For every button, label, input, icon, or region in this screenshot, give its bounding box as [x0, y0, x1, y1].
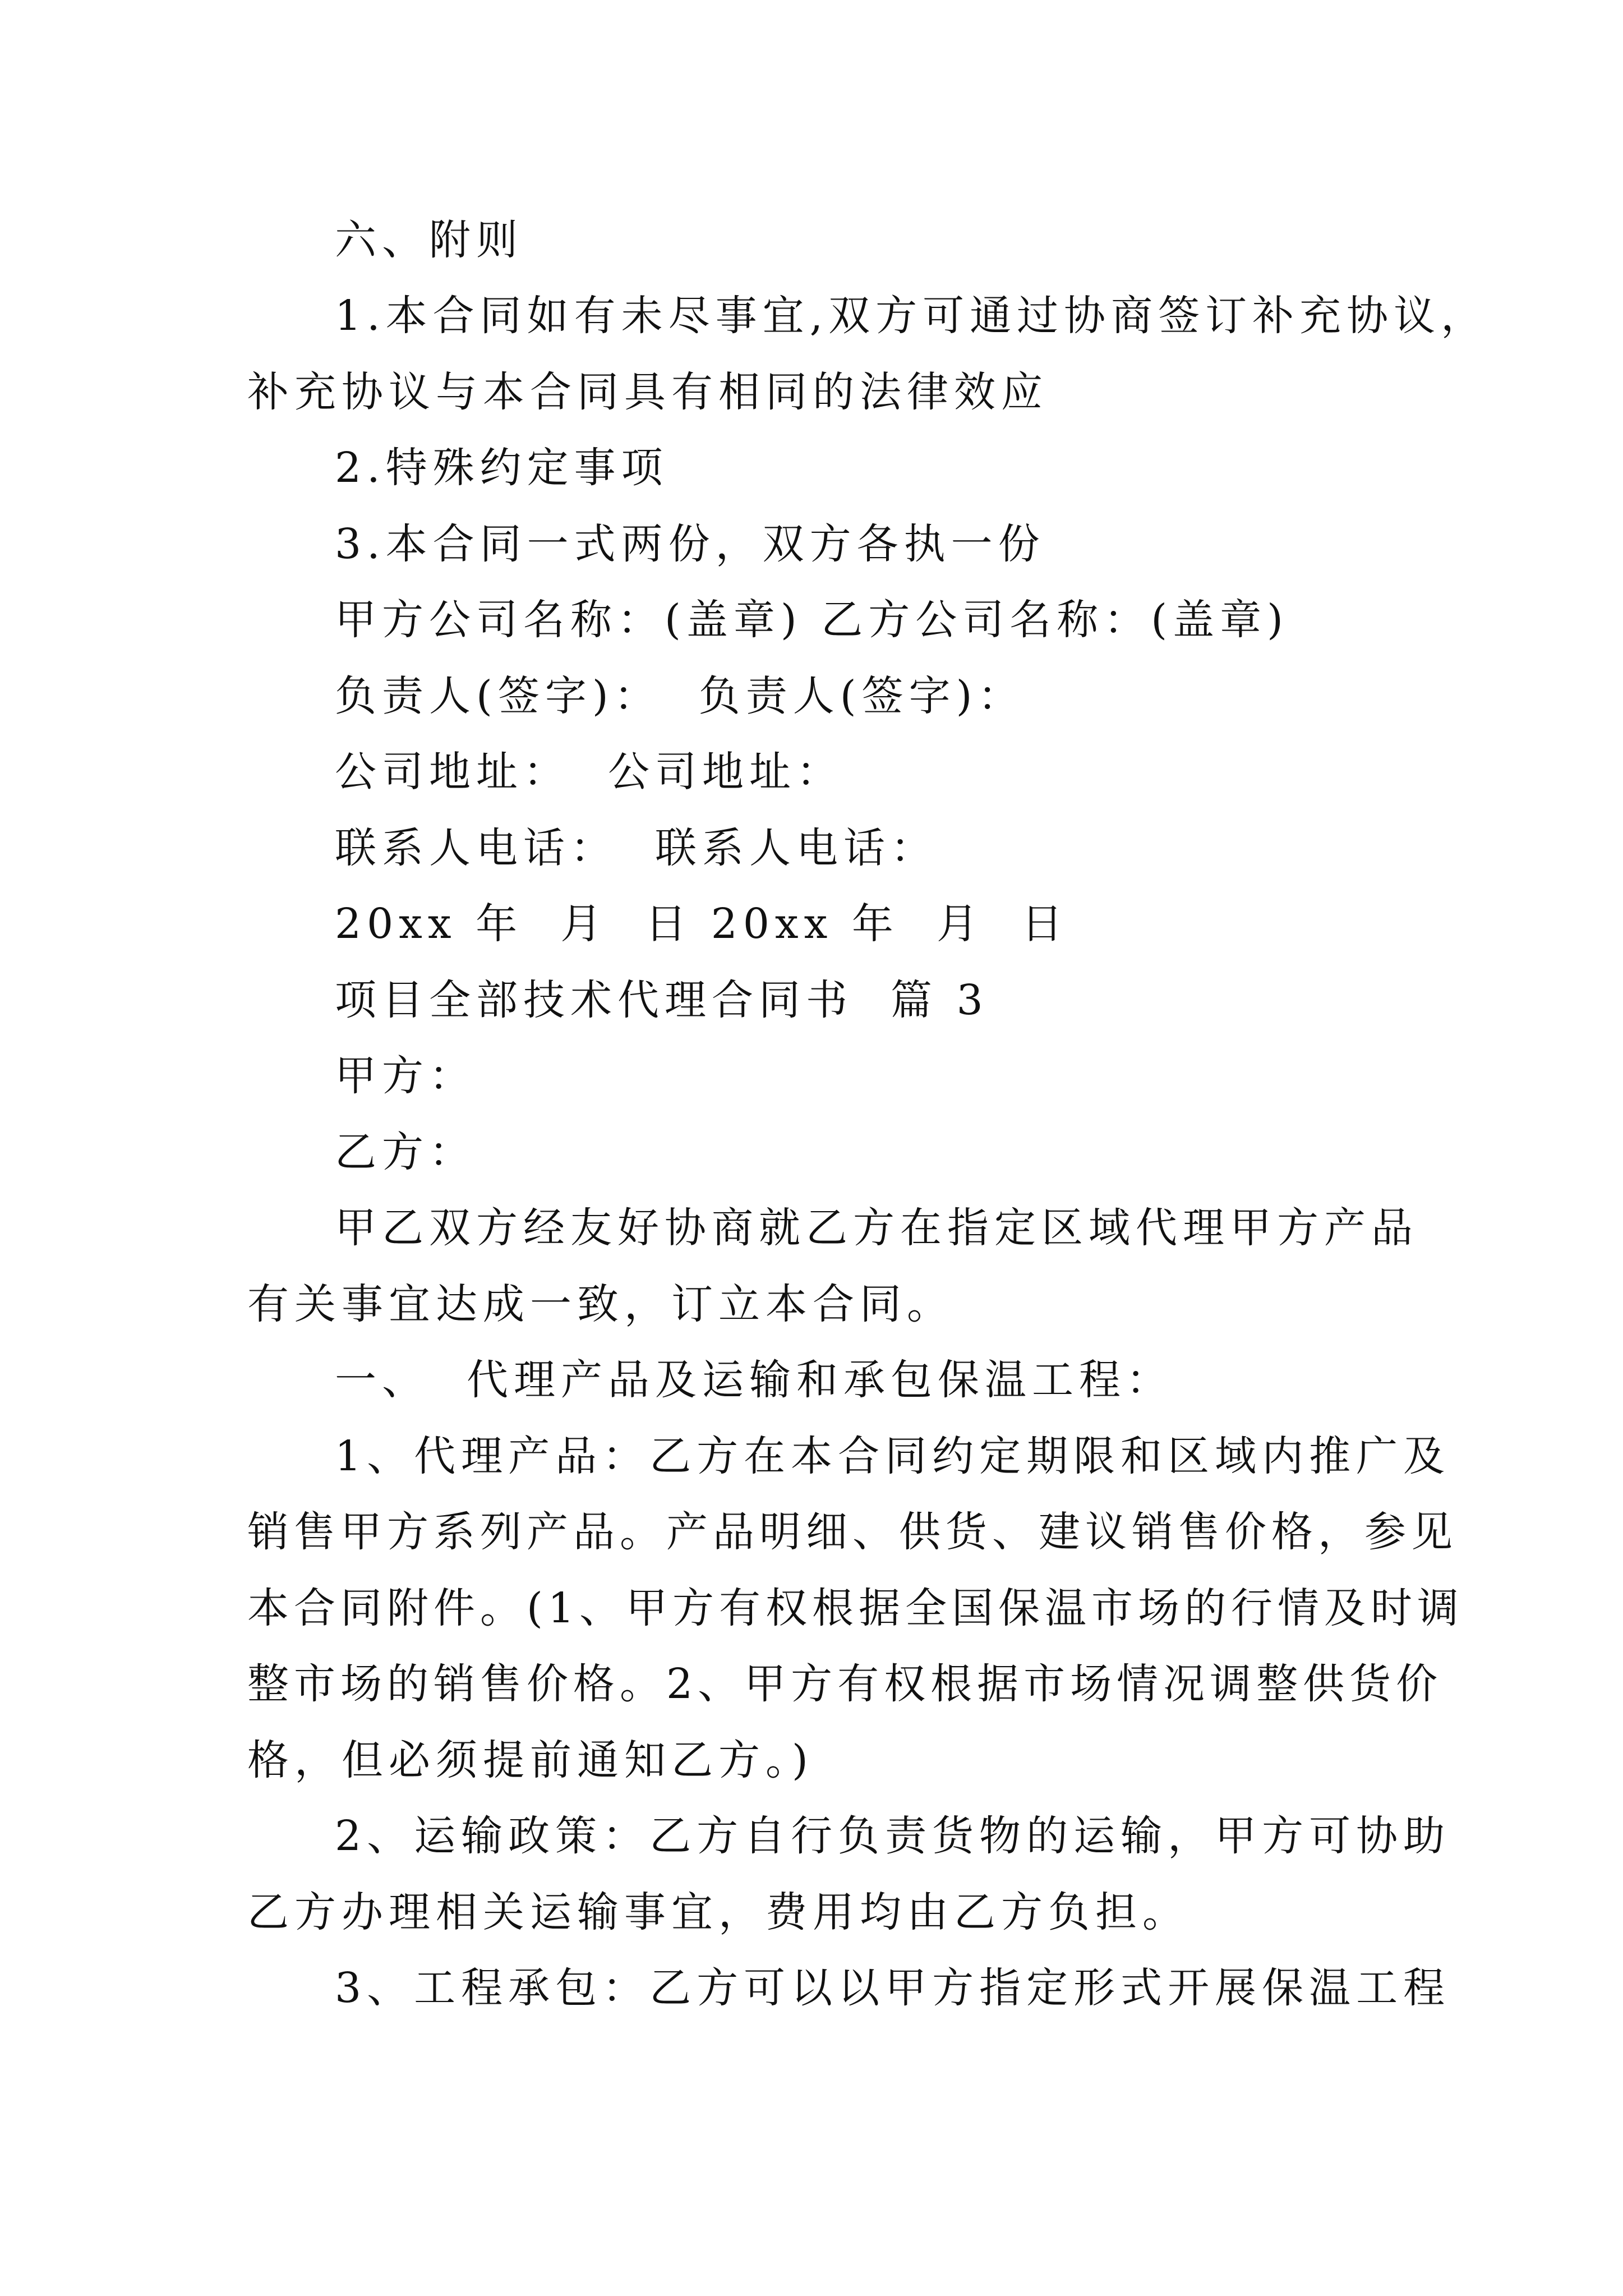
item-1-line-3: 本合同附件。(1、甲方有权根据全国保温市场的行情及时调 [247, 1584, 1464, 1632]
signature-address: 公司地址： 公司地址： [335, 748, 844, 796]
clause-2: 2.特殊约定事项 [335, 444, 668, 492]
item-1-line-5: 格，但必须提前通知乙方。) [247, 1736, 814, 1784]
item-2-line-1: 2、运输政策：乙方自行负责货物的运输，甲方可协助 [335, 1812, 1451, 1860]
signature-date: 20xx 年 月 日 20xx 年 月 日 [335, 900, 1069, 948]
item-2-line-2: 乙方办理相关运输事宜，费用均由乙方负担。 [247, 1888, 1189, 1936]
signature-phone: 联系人电话： 联系人电话： [335, 824, 938, 872]
party-b: 乙方： [335, 1128, 476, 1176]
clause-1-line-1: 1.本合同如有未尽事宜,双方可通过协商签订补充协议， [335, 292, 1488, 340]
section-heading-1: 一、 代理产品及运输和承包保温工程： [335, 1356, 1174, 1404]
item-1-line-4: 整市场的销售价格。2、甲方有权根据市场情况调整供货价 [247, 1660, 1443, 1708]
item-1-line-2: 销售甲方系列产品。产品明细、供货、建议销售价格，参见 [247, 1508, 1458, 1556]
party-a: 甲方： [335, 1052, 476, 1100]
clause-3: 3.本合同一式两份，双方各执一份 [335, 520, 1045, 568]
signature-responsible: 负责人(签字)： 负责人(签字)： [335, 672, 1025, 720]
item-1-line-1: 1、代理产品：乙方在本合同约定期限和区域内推广及 [335, 1432, 1451, 1480]
contract-3-title: 项目全部技术代理合同书 篇 3 [335, 976, 989, 1024]
signature-company-names: 甲方公司名称：(盖章) 乙方公司名称：(盖章) [335, 596, 1289, 644]
section-heading-appendix: 六、附则 [335, 216, 523, 264]
preamble-line-1: 甲乙双方经友好协商就乙方在指定区域代理甲方产品 [335, 1204, 1418, 1252]
preamble-line-2: 有关事宜达成一致，订立本合同。 [247, 1280, 954, 1328]
item-3-line-1: 3、工程承包：乙方可以以甲方指定形式开展保温工程 [335, 1964, 1451, 2012]
clause-1-line-2: 补充协议与本合同具有相同的法律效应 [247, 368, 1048, 416]
